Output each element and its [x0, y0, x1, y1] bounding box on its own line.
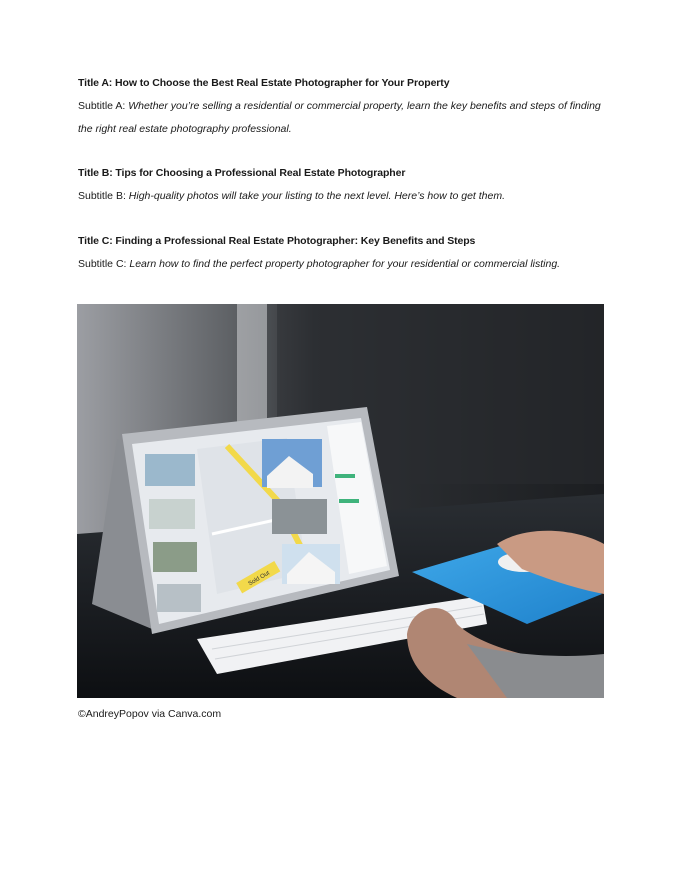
laptop-photo: [77, 304, 604, 698]
section-b: [78, 162, 618, 208]
title-a: Title A: How to Choose the Best Real Estate Photographer for Your Property: [78, 77, 450, 89]
subtitle-c: [78, 253, 618, 276]
photo-credit: ©AndreyPopov via Canva.com: [78, 708, 222, 720]
subtitle-b-text: High-quality photos will take your listing to the next level. Here’s how to get them.: [128, 190, 506, 202]
subtitle-a-text: Whether you’re selling a residential or commercial property, learn the key benefits and steps of finding the right real estate photography professional.: [78, 100, 601, 135]
section-c: [78, 230, 618, 276]
subtitle-b-label: Subtitle B:: [78, 190, 129, 202]
title-c: Title C: Finding a Professional Real Estate Photographer: Key Benefits and Steps: [78, 235, 476, 247]
title-b: Title B: Tips for Choosing a Professional Real Estate Photographer: [78, 167, 406, 179]
subtitle-c-text: Learn how to find the perfect property photographer for your residential or commercial listing.: [129, 258, 561, 270]
subtitle-a-label: Subtitle A:: [78, 100, 129, 112]
section-a: [78, 72, 618, 141]
subtitle-b: [78, 185, 618, 208]
subtitle-c-label: Subtitle C:: [78, 258, 130, 270]
subtitle-a: [78, 95, 618, 141]
screen-sign-label: Sold Out: [247, 570, 271, 588]
